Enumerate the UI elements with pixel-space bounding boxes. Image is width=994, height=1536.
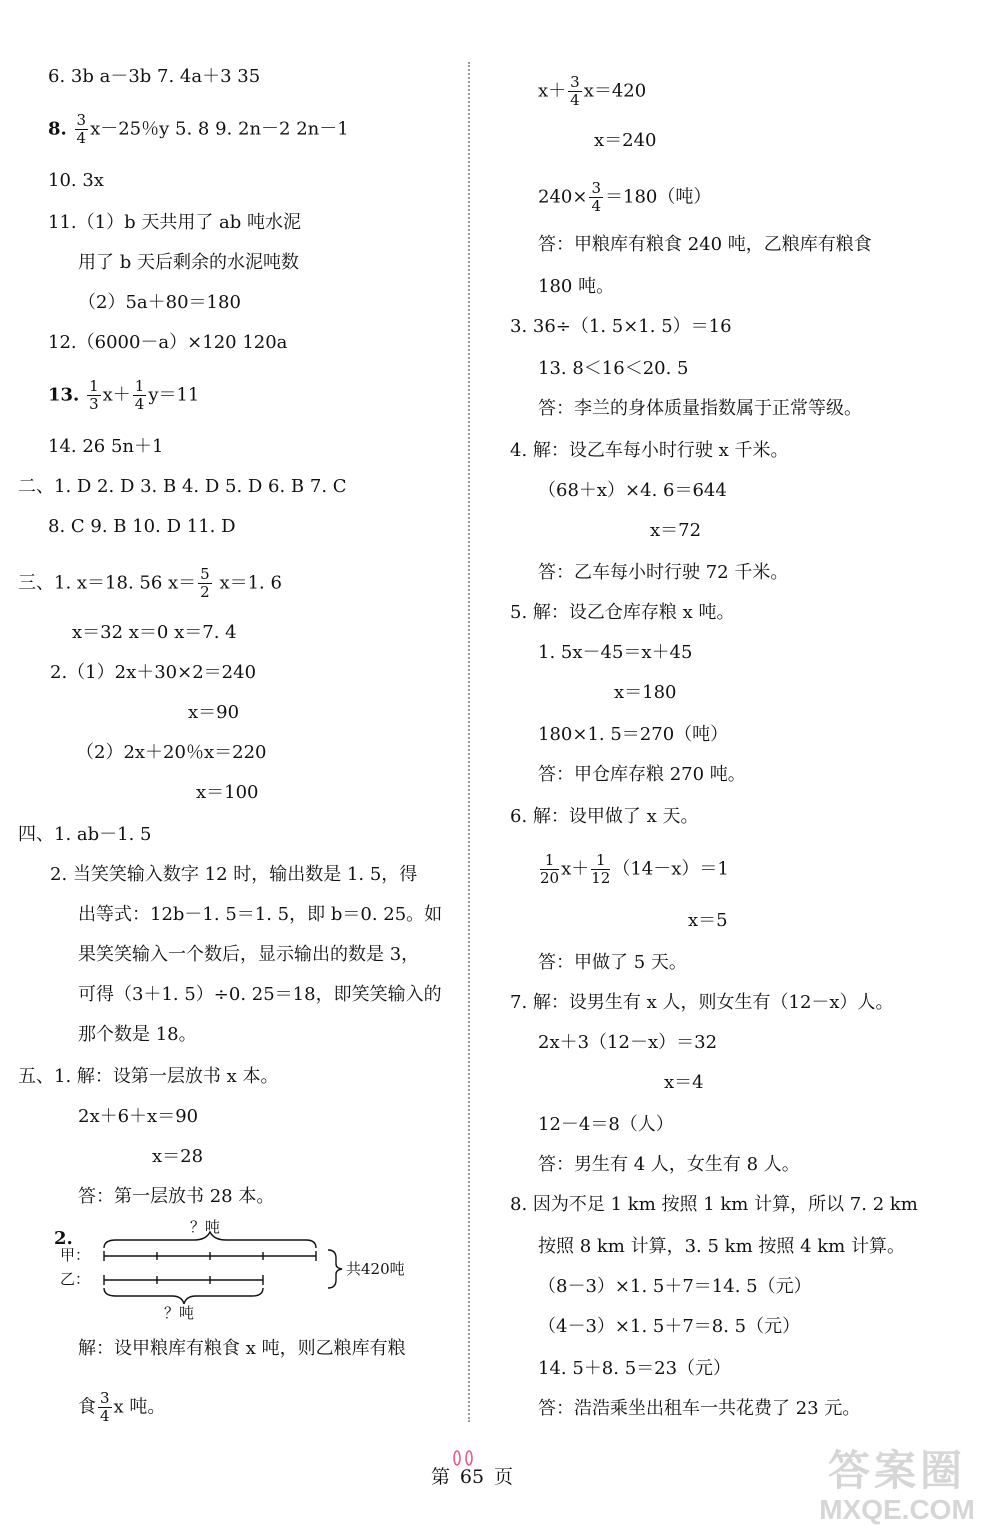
fraction-3-4: $\frac{3}{4}$ bbox=[100, 1389, 110, 1425]
fraction-1-4: $\frac{1}{4}$ bbox=[134, 377, 145, 413]
fraction-3-4: $\frac{3}{4}$ bbox=[76, 111, 87, 147]
right-q5-answer: 答：甲仓库存粮 270 吨。 bbox=[538, 764, 746, 785]
fraction-5-2: $\frac{5}{2}$ bbox=[200, 565, 210, 601]
bottom-label: ？吨 bbox=[164, 1304, 195, 1322]
bunny-ears-icon bbox=[450, 1450, 476, 1468]
page-number-value: 65 bbox=[459, 1466, 485, 1488]
right-q7-x: x＝4 bbox=[664, 1072, 704, 1093]
right-q8-total: 14. 5＋8. 5＝23（元） bbox=[538, 1358, 732, 1379]
section-2-answers-a: 二、1. D 2. D 3. B 4. D 5. D 6. B 7. C bbox=[18, 476, 347, 497]
section-5-answer-2-solution: 解：设甲粮库有粮食 x 吨，则乙粮库有粮 bbox=[78, 1338, 406, 1359]
answer-11-1-cont: 用了 b 天后剩余的水泥吨数 bbox=[78, 252, 299, 273]
watermark-text: 答案圈 bbox=[827, 1446, 966, 1495]
right-q4-answer: 答：乙车每小时行驶 72 千米。 bbox=[538, 562, 789, 583]
right-q8-calc1: （8－3）×1. 5＋7＝14. 5（元） bbox=[538, 1276, 812, 1297]
right-answer-2a: 答：甲粮库有粮食 240 吨，乙粮库有粮食 bbox=[538, 234, 872, 255]
fraction-3-4: $\frac{3}{4}$ bbox=[570, 73, 580, 109]
yi-label: 乙： bbox=[60, 1270, 91, 1288]
right-q4-x: x＝72 bbox=[650, 520, 702, 541]
section-4-answer-2-line2: 出等式：12b－1. 5＝1. 5，即 b＝0. 25。如 bbox=[78, 904, 443, 925]
fraction-1-20: $\frac{1}{20}$ bbox=[540, 851, 560, 887]
right-q3-eq: 3. 36÷（1. 5×1. 5）＝16 bbox=[510, 316, 732, 337]
answer-14: 14. 26 5n＋1 bbox=[48, 436, 164, 457]
section-5-answer-1-eq: 2x＋6＋x＝90 bbox=[78, 1106, 199, 1127]
section-4-answer-2-line3: 果笑笑输入一个数后，显示输出的数是 3， bbox=[78, 944, 420, 965]
fraction-3-4: $\frac{3}{4}$ bbox=[591, 179, 601, 215]
answer-13: 13. $\frac{1}{3}$ x＋ $\frac{1}{4}$ y＝11 bbox=[48, 377, 200, 413]
section-5-answer-1: 五、1. 解：设第一层放书 x 本。 bbox=[18, 1066, 279, 1087]
right-q8-line1: 8. 因为不足 1 km 按照 1 km 计算，所以 7. 2 km bbox=[510, 1194, 918, 1215]
fraction-1-12: $\frac{1}{12}$ bbox=[591, 851, 611, 887]
answer-11-2: （2）5a＋80＝180 bbox=[78, 292, 241, 313]
right-q6-x: x＝5 bbox=[688, 910, 728, 931]
jia-label: 甲： bbox=[60, 1246, 91, 1264]
right-eq-2: x＝240 bbox=[594, 130, 657, 151]
fraction-1-3: $\frac{1}{3}$ bbox=[89, 377, 99, 413]
page-number: 第 65 页 bbox=[431, 1462, 513, 1489]
answer-11-1: 11.（1）b 天共用了 ab 吨水泥 bbox=[48, 212, 302, 233]
total-brace bbox=[328, 1250, 342, 1288]
section-5-answer-1-x: x＝28 bbox=[152, 1146, 204, 1167]
section-3-answer-2-2-x: x＝100 bbox=[196, 782, 259, 803]
answer-12: 12.（6000－a）×120 120a bbox=[48, 332, 288, 353]
watermark-url: MXQE.COM bbox=[819, 1494, 975, 1525]
column-divider bbox=[468, 62, 470, 1422]
section-3-answer-1b: x＝32 x＝0 x＝7. 4 bbox=[72, 622, 237, 643]
section-2-answers-b: 8. C 9. B 10. D 11. D bbox=[48, 516, 236, 537]
right-q5-calc: 180×1. 5＝270（吨） bbox=[538, 724, 729, 745]
right-q3-answer: 答：李兰的身体质量指数属于正常等级。 bbox=[538, 398, 862, 419]
section-3-answer-1a: 三、1. x＝18. 56 x＝ $\frac{5}{2}$ x＝1. 6 bbox=[18, 565, 282, 601]
answer-10: 10. 3x bbox=[48, 170, 104, 191]
right-q5: 5. 解：设乙仓库存粮 x 吨。 bbox=[510, 602, 735, 623]
section-3-answer-2-1: 2.（1）2x＋30×2＝240 bbox=[50, 662, 257, 683]
right-q8-answer: 答：浩浩乘坐出租车一共花费了 23 元。 bbox=[538, 1398, 861, 1419]
right-q3-compare: 13. 8＜16＜20. 5 bbox=[538, 358, 689, 379]
right-eq-1: x＋ $\frac{3}{4}$ x＝420 bbox=[538, 73, 647, 109]
section-5-answer-2-solution-cont: 食 $\frac{3}{4}$ x 吨。 bbox=[78, 1389, 166, 1425]
section-3-answer-2-1-x: x＝90 bbox=[188, 702, 240, 723]
right-q7-answer: 答：男生有 4 人，女生有 8 人。 bbox=[538, 1154, 800, 1175]
right-q4-eq: （68＋x）×4. 6＝644 bbox=[538, 480, 727, 501]
section-5-answer-2-label: 2. bbox=[54, 1228, 73, 1249]
right-q7-calc: 12－4＝8（人） bbox=[538, 1114, 674, 1135]
right-q6-eq: $\frac{1}{20}$ x＋ $\frac{1}{12}$ （14－x）＝1 bbox=[540, 851, 729, 887]
section-4-answer-2-line5: 那个数是 18。 bbox=[78, 1024, 197, 1045]
right-q7-eq: 2x＋3（12－x）＝32 bbox=[538, 1032, 718, 1053]
top-label: ？吨 bbox=[190, 1218, 221, 1236]
section-3-answer-2-2: （2）2x＋20％x＝220 bbox=[76, 742, 267, 763]
right-eq-3: 240× $\frac{3}{4}$ ＝180（吨） bbox=[538, 179, 712, 215]
right-answer-2b: 180 吨。 bbox=[538, 276, 615, 297]
watermark-logo bbox=[812, 1438, 982, 1530]
segment-diagram bbox=[60, 1218, 440, 1322]
section-4-answer-2-line4: 可得（3＋1. 5）÷0. 25＝18，即笑笑输入的 bbox=[78, 984, 442, 1005]
right-q5-x: x＝180 bbox=[614, 682, 677, 703]
right-q7: 7. 解：设男生有 x 人，则女生有（12－x）人。 bbox=[510, 992, 894, 1013]
section-4-answer-1: 四、1. ab－1. 5 bbox=[18, 824, 152, 845]
right-q6-answer: 答：甲做了 5 天。 bbox=[538, 952, 687, 973]
right-q8-calc2: （4－3）×1. 5＋7＝8. 5（元） bbox=[538, 1316, 801, 1337]
total-label: 共420吨 bbox=[346, 1260, 405, 1278]
right-q8-line2: 按照 8 km 计算，3. 5 km 按照 4 km 计算。 bbox=[538, 1236, 905, 1257]
right-q4: 4. 解：设乙车每小时行驶 x 千米。 bbox=[510, 440, 789, 461]
section-5-answer-1-ans: 答：第一层放书 28 本。 bbox=[78, 1186, 275, 1207]
section-4-answer-2-line1: 2. 当笑笑输入数字 12 时，输出数是 1. 5，得 bbox=[50, 864, 418, 885]
answer-6-7: 6. 3b a－3b 7. 4a＋3 35 bbox=[48, 66, 261, 87]
right-q6: 6. 解：设甲做了 x 天。 bbox=[510, 806, 699, 827]
right-q5-eq: 1. 5x－45＝x＋45 bbox=[538, 642, 693, 663]
answer-8-9: 8. $\frac{3}{4}$ x－25％y 5. 8 9. 2n－2 2n－1 bbox=[48, 111, 349, 147]
